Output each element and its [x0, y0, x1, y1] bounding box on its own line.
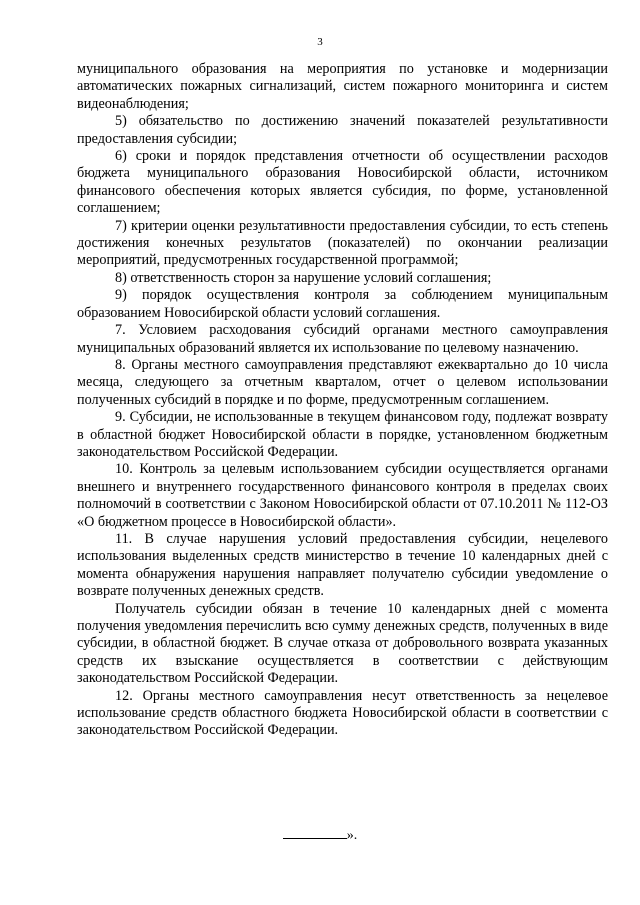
paragraph-item-9: 9) порядок осуществления контроля за соблюдением муниципальным образованием Новосибирской области условий соглашения. [77, 287, 608, 321]
closing-underline [283, 826, 347, 839]
paragraph-item-7: 7) критерии оценки результативности предоставления субсидии, то есть степень достижения конечных результатов (показателей) по окончании реализации мероприятий, предусмотренных государственной программой; [77, 217, 608, 269]
paragraph-clause-7: 7. Условием расходования субсидий органами местного самоуправления муниципальных образований является их использование по целевому назначению. [77, 322, 608, 356]
paragraph-clause-8: 8. Органы местного самоуправления представляют ежеквартально до 10 числа месяца, следующего за отчетным кварталом, отчет о целевом использовании полученных субсидий в порядке и по форме, предусмотренным соглашением. [77, 356, 608, 408]
closing-suffix: ». [346, 828, 358, 843]
paragraph-clause-11: 11. В случае нарушения условий предоставления субсидии, нецелевого использования выделенных средств министерство в течение 10 календарных дней с момента обнаружения нарушения направляет получателю субсидии уведомление о возврате полученных денежных средств. [77, 530, 608, 600]
document-body [77, 61, 608, 740]
paragraph-item-6: 6) сроки и порядок представления отчетности об осуществлении расходов бюджета муниципального образования Новосибирской области, источником финансового обеспечения которых является субсидия, по форме, установленной соглашением; [77, 148, 608, 217]
paragraph-clause-12: 12. Органы местного самоуправления несут ответственность за нецелевое использование средств областного бюджета Новосибирской области в соответствии с законодательством Российской Федерации. [77, 687, 608, 739]
closing-mark [0, 826, 640, 844]
paragraph-clause-11-continued: Получатель субсидии обязан в течение 10 календарных дней с момента получения уведомления перечислить всю сумму денежных средств, полученных в виде субсидии, в областной бюджет. В случае отказа от добровольного возврата указанных средств их взыскание осуществляется в соответствии с действующим законодательством Российской Федерации. [77, 600, 608, 687]
paragraph-item-8: 8) ответственность сторон за нарушение условий соглашения; [115, 269, 492, 286]
paragraph-clause-10: 10. Контроль за целевым использованием субсидии осуществляется органами внешнего и внутреннего государственного финансового контроля в пределах своих полномочий в соответствии с Законом Новосибирской области от 07.10.2011 № 112-ОЗ «О бюджетном процессе в Новосибирской области». [77, 461, 608, 530]
page-number: 3 [317, 36, 323, 48]
paragraph-continuation: муниципального образования на мероприятия по установке и модернизации автоматических пожарных сигнализаций, систем пожарного мониторинга и систем видеонаблюдения; [77, 61, 608, 112]
paragraph-item-5: 5) обязательство по достижению значений показателей результативности предоставления субсидии; [77, 113, 608, 147]
paragraph-clause-9: 9. Субсидии, не использованные в текущем финансовом году, подлежат возврату в областной бюджет Новосибирской области в порядке, установленном бюджетным законодательством Российской Федерации. [77, 409, 608, 460]
